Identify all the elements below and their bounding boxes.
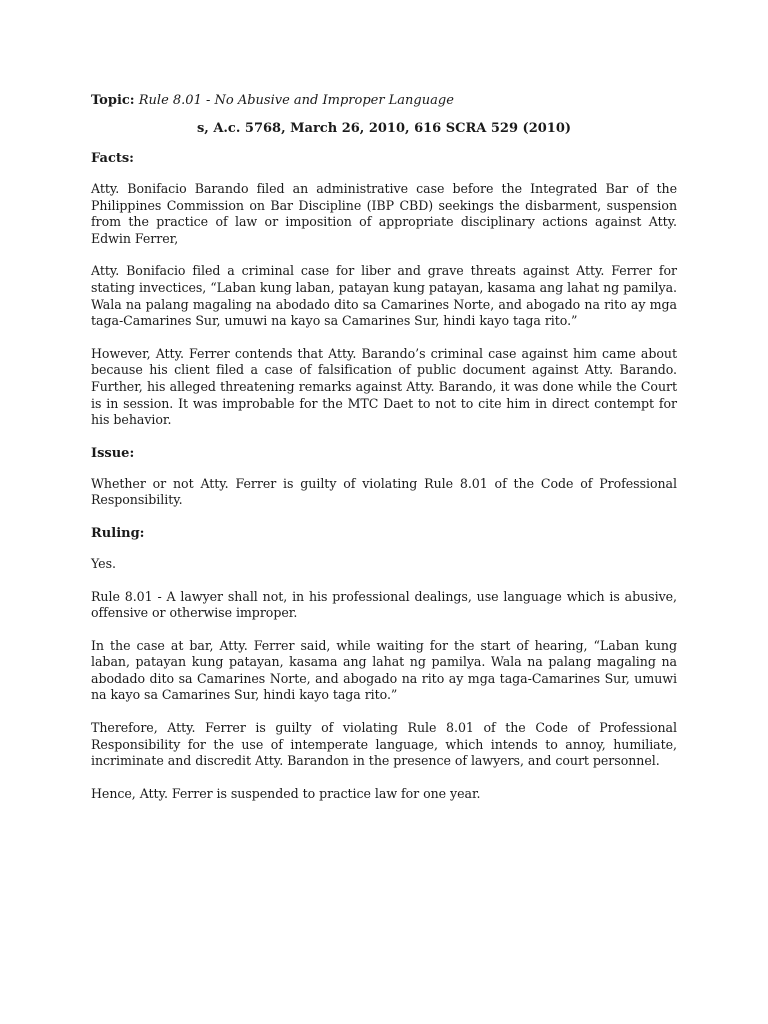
issue-heading: Issue:	[91, 445, 135, 461]
ruling-paragraph: Yes.	[91, 555, 116, 571]
ruling-heading: Ruling:	[91, 525, 145, 541]
topic-line	[91, 92, 677, 110]
case-citation-title: s, A.c. 5768, March 26, 2010, 616 SCRA 529 (2010)	[196, 121, 572, 136]
facts-paragraph: However, Atty. Ferrer contends that Atty. Barando’s criminal case against him came about because his client filed a case of falsification of public document against Atty. Barando. Further, his alleged threatening remarks against Atty. Barando, it was done while the Court is in session. It was improbable for the MTC Daet to not to cite him in direct contempt for his behavior.	[91, 345, 677, 428]
facts-paragraph: Atty. Bonifacio Barando filed an administrative case before the Integrated Bar of the Philippines Commission on Bar Discipline (IBP CBD) seekings the disbarment, suspension from the practice of law or imposition of appropriate disciplinary actions against Atty. Edwin Ferrer,	[91, 181, 677, 246]
ruling-paragraph: Rule 8.01 - A lawyer shall not, in his professional dealings, use language which is abusive, offensive or otherwise improper.	[91, 588, 677, 621]
topic-label: Topic:	[91, 93, 135, 108]
facts-paragraph: Atty. Bonifacio filed a criminal case for liber and grave threats against Atty. Ferrer for stating invectices, “Laban kung laban, patayan kung patayan, kasama ang lahat ng pamilya. Wala na palang magaling na abodado dito sa Camarines Norte, and abogado na rito ay mga taga-Camarines Sur, umuwi na kayo sa Camarines Sur, hindi kayo taga rito.”	[91, 263, 677, 329]
topic-value: Rule 8.01 - No Abusive and Improper Language	[138, 93, 454, 108]
issue-paragraph: Whether or not Atty. Ferrer is guilty of violating Rule 8.01 of the Code of Professional Responsibility.	[91, 475, 677, 508]
ruling-paragraph: Therefore, Atty. Ferrer is guilty of violating Rule 8.01 of the Code of Professional Responsibility for the use of intemperate language, which intends to annoy, humiliate, incriminate and discredit Atty. Barandon in the presence of lawyers, and court personnel.	[91, 720, 677, 769]
ruling-paragraph: Hence, Atty. Ferrer is suspended to practice law for one year.	[91, 785, 481, 801]
facts-heading: Facts:	[91, 151, 134, 166]
ruling-paragraph: In the case at bar, Atty. Ferrer said, while waiting for the start of hearing, “Laban kung laban, patayan kung patayan, kasama ang lahat ng pamilya. Wala na palang magaling na abodado dito sa Camarines Norte, and abogado na rito ay mga taga-Camarines Sur, umuwi na kayo sa Camarines Sur, hindi kayo taga rito.”	[91, 637, 677, 703]
document-page	[91, 92, 677, 818]
